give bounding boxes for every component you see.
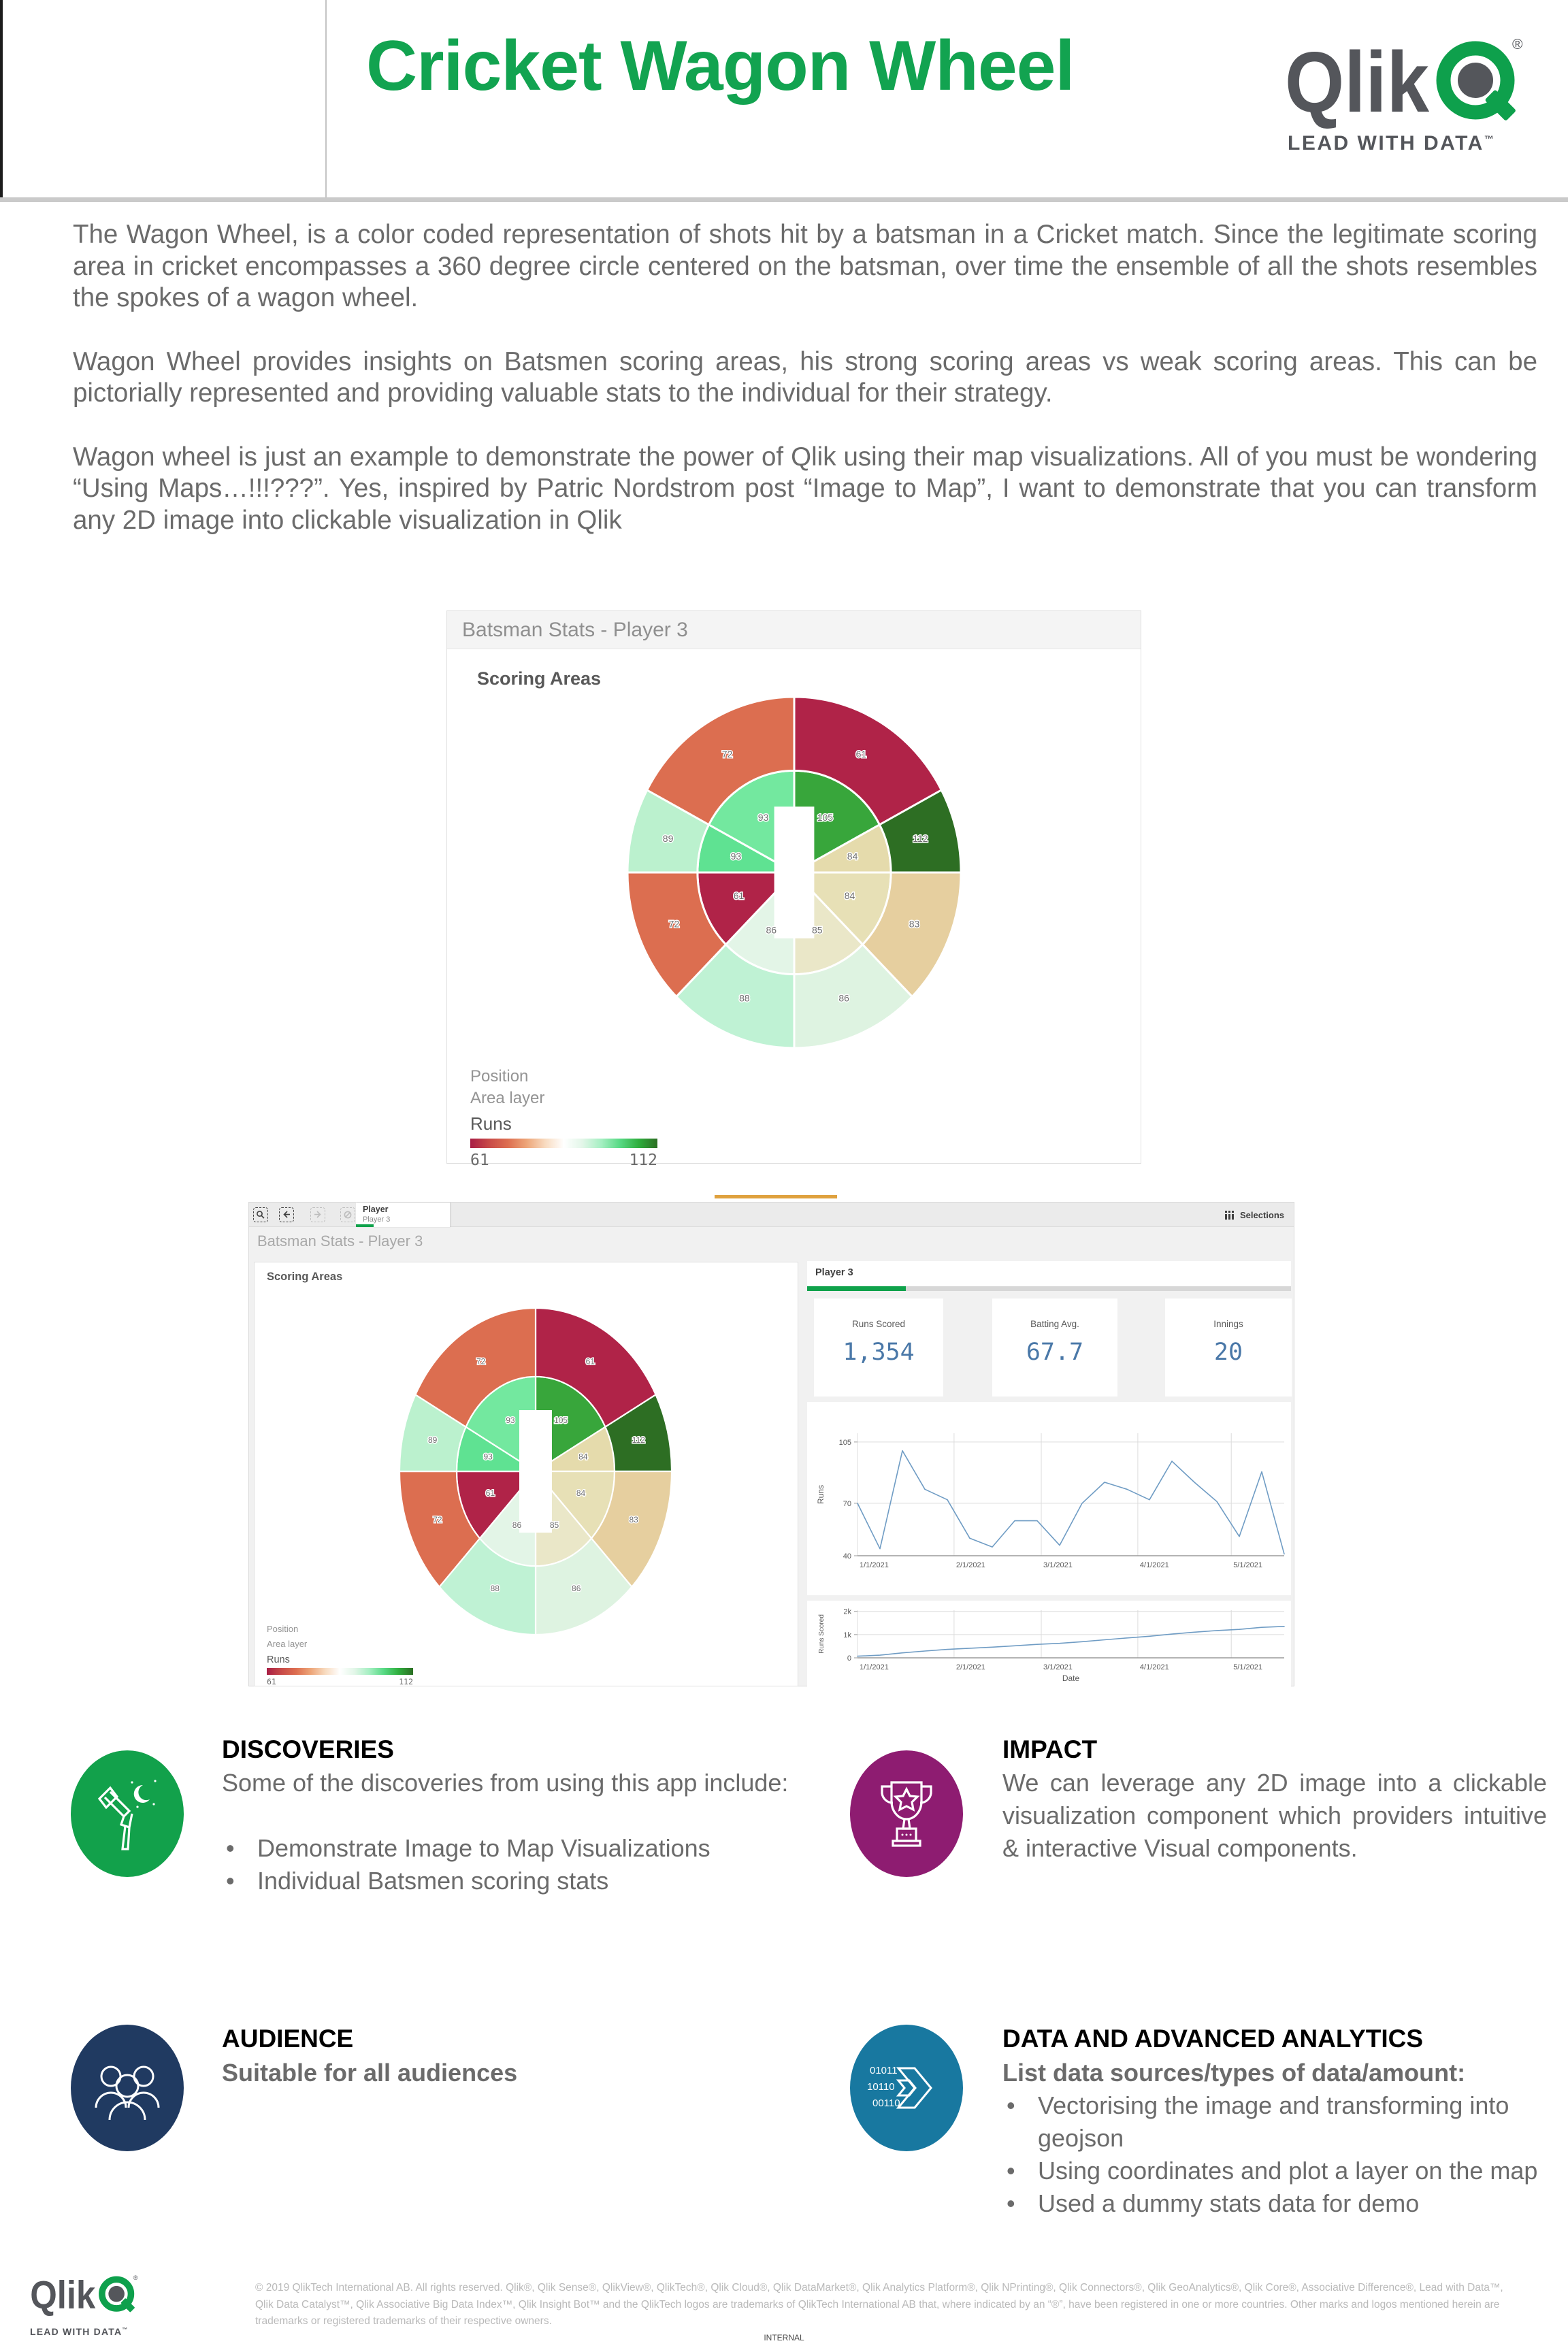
registered-mark: ® (1512, 37, 1523, 52)
legend-max: 112 (629, 1152, 657, 1169)
brand-tagline: LEAD WITH DATA™ (1288, 132, 1496, 154)
svg-text:72: 72 (476, 1356, 486, 1367)
impact-text: We can leverage any 2D image into a clickable visualization component which providers intuitive & interactive Visual components. (1002, 1769, 1547, 1862)
qlik-wordmark: Qlik (1285, 34, 1430, 130)
filter-selected-value: Player 3 (815, 1267, 853, 1278)
selections-button[interactable]: Selections (1224, 1203, 1284, 1227)
header-rule (0, 197, 1568, 202)
data-analytics-circle (850, 2025, 963, 2151)
scoring-areas-panel (254, 1262, 798, 1686)
filter-selection-bar (807, 1286, 906, 1291)
brand-tagline-footer: LEAD WITH DATA™ (30, 2326, 129, 2337)
svg-text:93: 93 (483, 1452, 493, 1462)
svg-text:89: 89 (427, 1435, 438, 1445)
svg-text:2/1/2021: 2/1/2021 (956, 1561, 985, 1569)
svg-text:5/1/2021: 5/1/2021 (1233, 1663, 1263, 1671)
wagon-wheel-chart[interactable] (617, 691, 971, 1052)
svg-text:1/1/2021: 1/1/2021 (860, 1663, 889, 1671)
svg-text:86: 86 (512, 1520, 522, 1530)
svg-text:0: 0 (847, 1654, 851, 1663)
color-gradient-bar (470, 1139, 657, 1148)
legend-dimension: Position (470, 1067, 529, 1085)
selections-grid-icon (1224, 1210, 1235, 1220)
color-gradient-bar (267, 1668, 413, 1675)
svg-text:01011: 01011 (870, 2065, 898, 2076)
sheet-title: Batsman Stats - Player 3 (257, 1232, 423, 1250)
selection-chip-player[interactable] (356, 1203, 450, 1227)
data-analytics-heading: DATA AND ADVANCED ANALYTICS (1002, 2025, 1424, 2053)
header-divider-line (325, 0, 327, 199)
legend-min: 61 (267, 1677, 276, 1686)
internal-classification-label: INTERNAL (764, 2333, 804, 2342)
svg-text:84: 84 (576, 1488, 586, 1499)
svg-text:112: 112 (632, 1435, 645, 1445)
svg-text:84: 84 (844, 890, 855, 902)
qlik-logo-footer (30, 2272, 139, 2318)
qlik-q-icon (102, 2279, 135, 2313)
legend-measure: Runs (470, 1113, 512, 1134)
svg-text:105: 105 (838, 1438, 851, 1447)
svg-text:83: 83 (629, 1514, 638, 1524)
wagon-wheel-chart[interactable] (365, 1274, 706, 1669)
svg-text:61: 61 (855, 749, 867, 760)
svg-text:85: 85 (811, 924, 823, 936)
people-icon (89, 2051, 165, 2125)
svg-text:®: ® (133, 2274, 138, 2282)
chart-title: Scoring Areas (267, 1271, 343, 1283)
discoveries-text: Some of the discoveries from using this app include: (222, 1769, 789, 1797)
svg-text:93: 93 (730, 851, 742, 862)
svg-text:1/1/2021: 1/1/2021 (860, 1561, 889, 1569)
svg-text:85: 85 (549, 1520, 559, 1530)
legend-layer: Area layer (267, 1639, 308, 1649)
copyright-text: © 2019 QlikTech International AB. All rights reserved. Qlik®, Qlik Sense®, QlikView®, QlikTech®, Qlik Cloud®, Qlik DataMarket®, Qlik Analytics Platform®, Qlik NPrinting®, Qlik Connectors®, Qlik GeoAnalytics®, Qlik Core®, Associative Difference®, Lead with Data™, Qlik Data Catalyst™, Qlik Associative Big Data Index™, Qlik Insight Bot™ and the QlikTech logos are trademarks of QlikTech International AB that, where indicated by an “®”, have been registered in one or more countries. Other marks and logos mentioned herein are trademarks or registered trademarks of their respective owners. (255, 2282, 1503, 2327)
svg-text:105: 105 (817, 812, 834, 823)
player-filterbox[interactable] (807, 1261, 1291, 1291)
svg-text:1k: 1k (843, 1631, 851, 1639)
selections-toolbar (249, 1203, 1294, 1227)
kpi-batting-avg[interactable]: Batting Avg. 67.7 (992, 1298, 1117, 1396)
svg-text:4/1/2021: 4/1/2021 (1139, 1561, 1169, 1569)
smart-search-icon[interactable] (253, 1207, 268, 1222)
svg-text:86: 86 (766, 924, 777, 936)
svg-text:61: 61 (585, 1356, 595, 1367)
trophy-icon (872, 1774, 941, 1853)
header-left-accent-bar (0, 0, 3, 199)
svg-text:3/1/2021: 3/1/2021 (1043, 1561, 1073, 1569)
list-item: • Individual Batsmen scoring stats (222, 1865, 814, 1897)
svg-text:2/1/2021: 2/1/2021 (956, 1663, 985, 1671)
binary-data-icon (866, 2051, 947, 2125)
chart-title: Scoring Areas (477, 668, 602, 689)
svg-text:Date: Date (1062, 1673, 1080, 1683)
filter-scrollbar[interactable] (807, 1286, 1291, 1291)
svg-text:72: 72 (668, 918, 680, 930)
discoveries-heading: DISCOVERIES (222, 1735, 394, 1763)
discoveries-circle (71, 1750, 184, 1877)
svg-text:84: 84 (578, 1452, 588, 1462)
legend-max: 112 (399, 1677, 413, 1686)
list-item: • Demonstrate Image to Map Visualizations (222, 1832, 814, 1865)
legend-measure: Runs (267, 1654, 290, 1665)
accent-orange-bar (715, 1195, 837, 1198)
svg-text:105: 105 (554, 1416, 568, 1426)
page-title: Cricket Wagon Wheel (366, 27, 1075, 105)
svg-text:2k: 2k (843, 1607, 851, 1616)
qlik-q-icon (1443, 48, 1516, 121)
wheel-legend (267, 1622, 413, 1686)
impact-heading: IMPACT (1002, 1735, 1098, 1763)
qlik-logo (1285, 31, 1524, 133)
audience-circle (71, 2025, 184, 2151)
svg-text:72: 72 (433, 1514, 442, 1524)
svg-text:10110: 10110 (867, 2081, 895, 2093)
svg-text:86: 86 (572, 1584, 581, 1594)
svg-text:112: 112 (913, 833, 928, 845)
svg-text:89: 89 (662, 833, 674, 845)
cumulative-runs-line-chart[interactable] (807, 1601, 1291, 1686)
app-screenshot-1 (446, 610, 1141, 1169)
step-back-icon[interactable] (279, 1207, 294, 1222)
list-item: • Vectorising the image and transforming into geojson (1002, 2089, 1547, 2155)
legend-dimension: Position (267, 1624, 299, 1634)
svg-text:61: 61 (733, 890, 745, 902)
window-title: Batsman Stats - Player 3 (447, 611, 1141, 649)
legend-min: 61 (470, 1152, 489, 1169)
runs-per-innings-line-chart[interactable] (807, 1402, 1291, 1595)
svg-text:Runs Scored: Runs Scored (818, 1614, 826, 1654)
svg-text:5/1/2021: 5/1/2021 (1233, 1561, 1263, 1569)
svg-text:93: 93 (757, 812, 769, 823)
svg-text:00110: 00110 (872, 2097, 900, 2109)
data-analytics-subheading: List data sources/types of data/amount: (1002, 2059, 1466, 2087)
kpi-runs-scored[interactable]: Runs Scored 1,354 (814, 1298, 943, 1396)
chip-selected-value: Player 3 (363, 1215, 391, 1224)
svg-text:88: 88 (490, 1584, 500, 1594)
svg-text:Runs: Runs (816, 1484, 826, 1505)
svg-text:4/1/2021: 4/1/2021 (1139, 1663, 1169, 1671)
svg-text:61: 61 (485, 1488, 495, 1499)
svg-text:83: 83 (909, 918, 920, 930)
svg-text:86: 86 (838, 992, 849, 1004)
data-analytics-bullets (1002, 2089, 1547, 2220)
svg-text:88: 88 (739, 992, 750, 1004)
svg-text:70: 70 (843, 1499, 851, 1508)
svg-text:84: 84 (847, 851, 858, 862)
intro-paragraph-3: Wagon wheel is just an example to demonstrate the power of Qlik using their map visualizations. All of you must be wondering “Using Maps…!!!???”. Yes, inspired by Patric Nordstrom post “Image to Map”, I want to demonstrate that you can transform any 2D image into clickable visualization in Qlik (73, 442, 1537, 535)
chip-field-name: Player (363, 1205, 389, 1214)
intro-text (73, 219, 1537, 568)
audience-text: Suitable for all audiences (222, 2059, 518, 2087)
svg-text:3/1/2021: 3/1/2021 (1043, 1663, 1073, 1671)
svg-text:93: 93 (506, 1416, 515, 1426)
intro-paragraph-2: Wagon Wheel provides insights on Batsmen scoring areas, his strong scoring areas vs weak scoring areas. This can be pictorially represented and providing valuable stats to the individual for their strategy. (73, 346, 1537, 408)
wheel-legend (470, 1066, 657, 1169)
telescope-icon (90, 1773, 165, 1855)
svg-text:40: 40 (843, 1552, 851, 1561)
impact-circle (850, 1750, 963, 1877)
intro-paragraph-1: The Wagon Wheel, is a color coded representation of shots hit by a batsman in a Cricket match. Since the legitimate scoring area in cricket encompasses a 360 degree circle centered on the batsman, over time the ensemble of all the shots resembles the spokes of a wagon wheel. (73, 220, 1537, 312)
list-item: • Used a dummy stats data for demo (1002, 2187, 1547, 2220)
step-forward-icon[interactable] (310, 1207, 325, 1222)
list-item: • Using coordinates and plot a layer on the map (1002, 2155, 1547, 2187)
svg-text:Qlik: Qlik (30, 2273, 96, 2317)
svg-text:72: 72 (721, 749, 733, 760)
clear-selections-icon[interactable] (340, 1207, 355, 1222)
chip-selection-indicator (356, 1224, 374, 1227)
audience-heading: AUDIENCE (222, 2025, 354, 2053)
kpi-innings[interactable]: Innings 20 (1165, 1298, 1292, 1396)
legend-layer: Area layer (470, 1089, 545, 1107)
discoveries-bullets (222, 1832, 814, 1897)
